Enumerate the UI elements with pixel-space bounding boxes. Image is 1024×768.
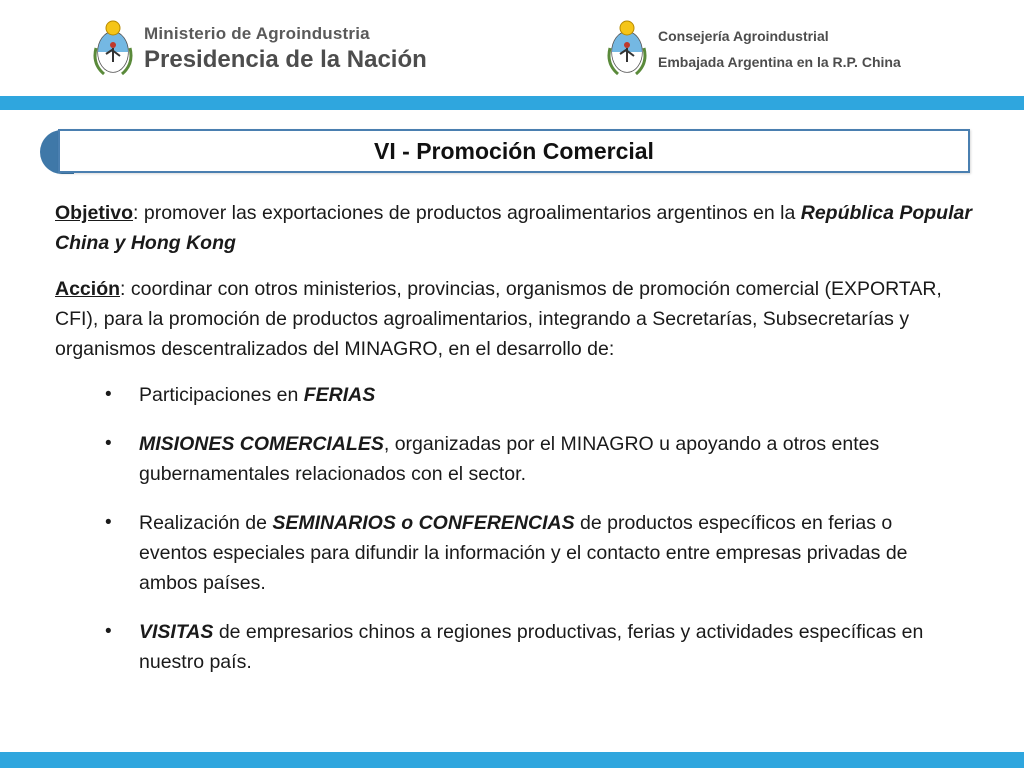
header [0,0,1024,96]
embassy-name: Embajada Argentina en la R.P. China [658,54,901,70]
action-paragraph [55,274,975,364]
slide-title: VI - Promoción Comercial [374,137,654,164]
objective-paragraph [55,198,975,258]
slide-content [55,198,975,696]
bullet-icon: • [105,621,112,642]
list-item: • VISITAS de empresarios chinos a regiones productivas, ferias y actividades específicas en nuestro país. [83,617,953,677]
ministry-logo [92,18,427,80]
list-item: • Realización de SEMINARIOS o CONFERENCIAS de productos específicos en ferias o eventos especiales para difundir la información y el contacto entre empresas privadas de ambos países. [83,508,953,598]
slide-title-box [58,129,970,173]
bullet-icon: • [105,384,112,405]
top-divider-band [0,96,1024,110]
presidency-name: Presidencia de la Nación [144,46,427,73]
list-item: • Participaciones en FERIAS [83,380,953,410]
objective-emphasis: República Popular China y Hong Kong [55,202,972,254]
coat-of-arms-icon [92,18,134,80]
bullet-icon: • [105,512,112,533]
bullet-icon: • [105,433,112,454]
council-name: Consejería Agroindustrial [658,28,829,44]
action-text: : coordinar con otros ministerios, provincias, organismos de promoción comercial (EXPORTAR, CFI), para la promoción de productos agroalimentarios, integrando a Secretarías, Subsecretarías y organismos descentralizados del MINAGRO, en el desarrollo de: [55,278,942,360]
embassy-logo [606,18,901,80]
coat-of-arms-icon [606,18,648,80]
ministry-name: Ministerio de Agroindustria [144,24,370,43]
list-item: • MISIONES COMERCIALES, organizadas por el MINAGRO u apoyando a otros entes gubernamentales relacionados con el sector. [83,429,953,489]
action-label: Acción [55,278,121,300]
activity-list [55,380,953,677]
objective-text: : promover las exportaciones de productos agroalimentarios argentinos en la [133,202,801,224]
objective-label: Objetivo [55,202,134,224]
bottom-divider-band [0,752,1024,768]
